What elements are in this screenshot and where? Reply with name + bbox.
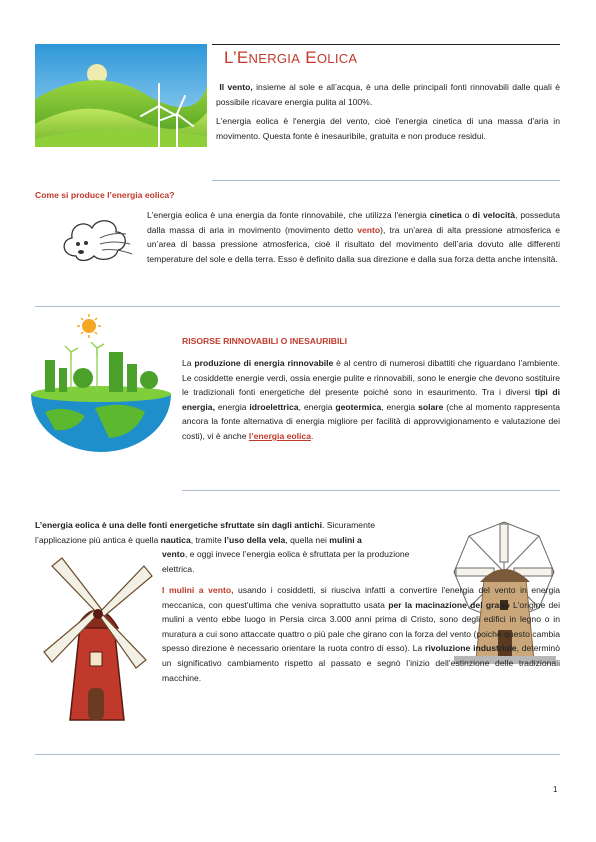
section1-text: L'energia eolica è una energia da fonte rinnovabile, che utilizza l'energia cinetica o di velocità, posseduta dalla massa di aria in movimento (movimento detto vento), tra un’area di alta pressione atmosferica e un’area di bassa pressione atmosferica, cioè il risultato del movimento dell’aria dovuto alle differenti temperature del sole e della terra. Esso è definito dalla sua direzione e dalla sua forza detta anche intensità.	[147, 210, 561, 264]
red-windmill-image	[36, 548, 154, 724]
divider	[35, 754, 560, 755]
divider	[182, 490, 560, 491]
intro-paragraph-1: Il vento, insieme al sole e all’acqua, è una delle principali fonti rinnovabili dalle quali è possibile ricavare energia pulita al 100%.	[216, 82, 560, 107]
section-heading: RISORSE RINNOVABILI O INESAURIBILI	[182, 336, 348, 346]
eolica-link[interactable]: l’energia eolica	[248, 430, 311, 441]
section2-text: La produzione di energia rinnovabile è al centro di numerosi dibattiti che riguardano l’ambiente. Le cosiddette energie verdi, ossia energie pulite e rinnovabili, sono le energie che devono sostituire le tradizionali fonti energetiche del presente poiché sono in esaurimento. Tra i diversi tipi di energia, energia idroelettrica, energia geotermica, energia solare (che al momento rappresenta ancora la fonte alternativa di energia migliore per facilità di approvvigionamento e valutazione dei costi), vi è anche l’energia eolica.	[182, 358, 560, 441]
divider	[212, 180, 560, 181]
intro-text	[216, 80, 560, 143]
section-heading: Come si produce l’energia eolica?	[35, 190, 175, 200]
intro-paragraph-2: L'energia eolica è l'energia del vento, cioè l'energia cinetica di una massa d'aria in movimento. Questa fonte è inesauribile, gratuita e non produce residui.	[216, 116, 560, 141]
wind-turbines-image	[35, 44, 207, 147]
section3-text: I mulini a vento, usando i cosiddetti, si riusciva infatti a convertire l'energia del vento in energia meccanica, con quest'ultima che veniva soprattutto usata per la macinazione del grano L'origine dei mulini a vento ebbe luogo in Persia circa 3.000 anni prima di Cristo, sono degli edifici in legno o in muratura a cui sono attaccate quattro o più pale che girano con la forza del vento (poiché questo cambia spesso direzione è necessario orientare la ruota contro di esso). La rivoluzione industriale, determinò un significativo cambiamento rispetto al passato e segnò l’inizio dell’estinzione delle tradizionali macchine.	[162, 585, 560, 683]
page-number: 1	[553, 785, 558, 794]
divider	[35, 306, 560, 307]
section3-lead-cont: vento, e oggi invece l’energia eolica è sfruttata per la produzione elettrica.	[162, 549, 410, 574]
title-rule	[212, 44, 560, 45]
page-title: L’ENERGIA EOLICA	[224, 48, 358, 67]
section3-lead: L’energia eolica è una delle fonti energetiche sfruttate sin dagli antichi. Sicuramente l’applicazione più antica è quella nautica, tramite l’uso della vela, quella nei mulini a	[35, 520, 376, 545]
wind-cloud-icon	[56, 214, 136, 272]
green-globe-image	[25, 312, 177, 472]
